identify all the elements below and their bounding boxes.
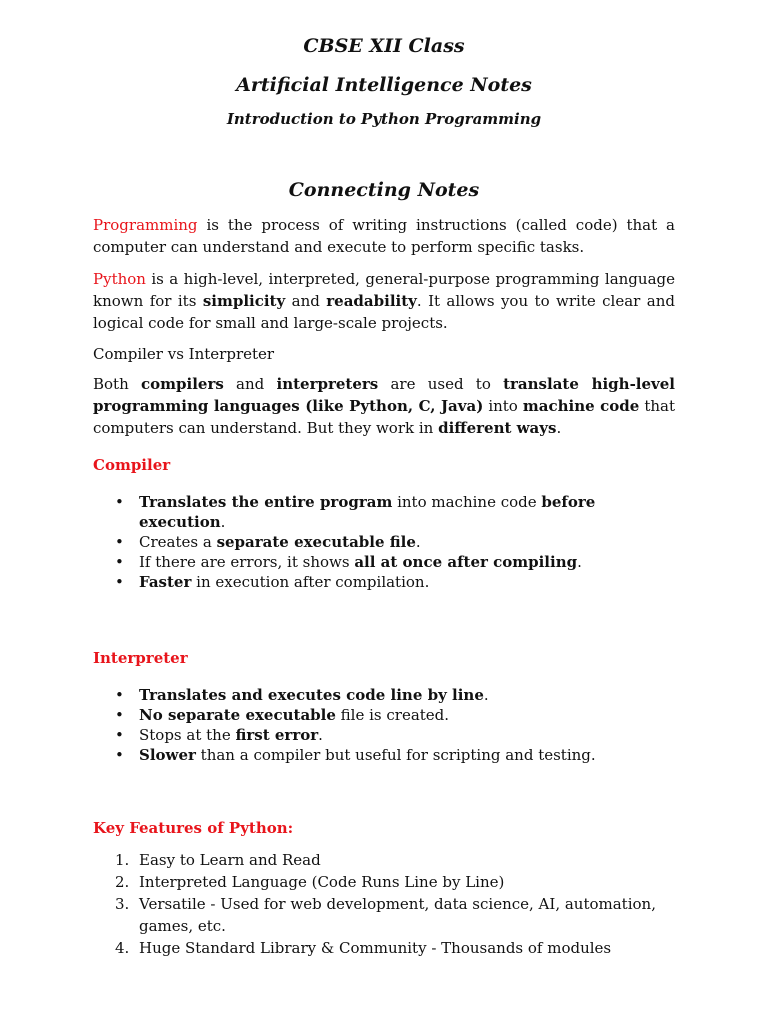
list-item: • Translates the entire program into machine code before execution. xyxy=(115,493,596,531)
interpreter-heading: Interpreter xyxy=(93,649,188,667)
bullet-icon: • xyxy=(115,553,124,571)
both-paragraph: Both compilers and interpreters are used to translate high-level programming languages (like Python, C, Java) into machine code that computers can understand. But they work in different ways. xyxy=(93,375,676,437)
bullet-icon: • xyxy=(115,726,124,744)
list-item: 3. Versatile - Used for web development, data science, AI, automation, games, etc. xyxy=(115,895,656,935)
class-title: CBSE XII Class xyxy=(303,35,465,57)
subject-title: Artificial Intelligence Notes xyxy=(236,74,532,96)
bullet-icon: • xyxy=(115,746,124,764)
programming-definition: Programming is the process of writing instructions (called code) that a computer can understand and execute to perform specific tasks. xyxy=(93,216,675,256)
compiler-heading: Compiler xyxy=(93,456,171,474)
compiler-vs-interpreter-label: Compiler vs Interpreter xyxy=(93,345,275,363)
python-term: Python xyxy=(93,270,146,288)
programming-term: Programming xyxy=(93,216,198,234)
list-item: • Faster in execution after compilation. xyxy=(115,573,430,591)
list-item: • No separate executable file is created. xyxy=(115,706,450,724)
list-item: 4. Huge Standard Library & Community - Thousands of modules xyxy=(115,939,612,957)
bullet-icon: • xyxy=(115,573,124,591)
bullet-icon: • xyxy=(115,533,124,551)
interpreter-list xyxy=(115,685,675,765)
list-item: • If there are errors, it shows all at once after compiling. xyxy=(115,553,582,571)
bullet-icon: • xyxy=(115,706,124,724)
list-item: • Translates and executes code line by line. xyxy=(115,686,489,704)
compiler-list xyxy=(115,492,675,592)
list-item: 2. Interpreted Language (Code Runs Line by Line) xyxy=(115,873,505,891)
bullet-icon: • xyxy=(115,493,124,511)
list-item: 1. Easy to Learn and Read xyxy=(115,851,321,869)
list-item: • Stops at the first error. xyxy=(115,726,323,744)
python-definition: Python is a high-level, interpreted, general-purpose programming language known for its simplicity and readability. It allows you to write clear and logical code for small and large-scale projects. xyxy=(93,270,675,332)
list-item: • Creates a separate executable file. xyxy=(115,533,421,551)
list-item: • Slower than a compiler but useful for scripting and testing. xyxy=(115,746,596,764)
features-list xyxy=(115,849,675,959)
bullet-icon: • xyxy=(115,686,124,704)
chapter-title: Introduction to Python Programming xyxy=(226,110,542,128)
section-title: Connecting Notes xyxy=(288,179,480,201)
features-heading: Key Features of Python: xyxy=(93,819,294,837)
